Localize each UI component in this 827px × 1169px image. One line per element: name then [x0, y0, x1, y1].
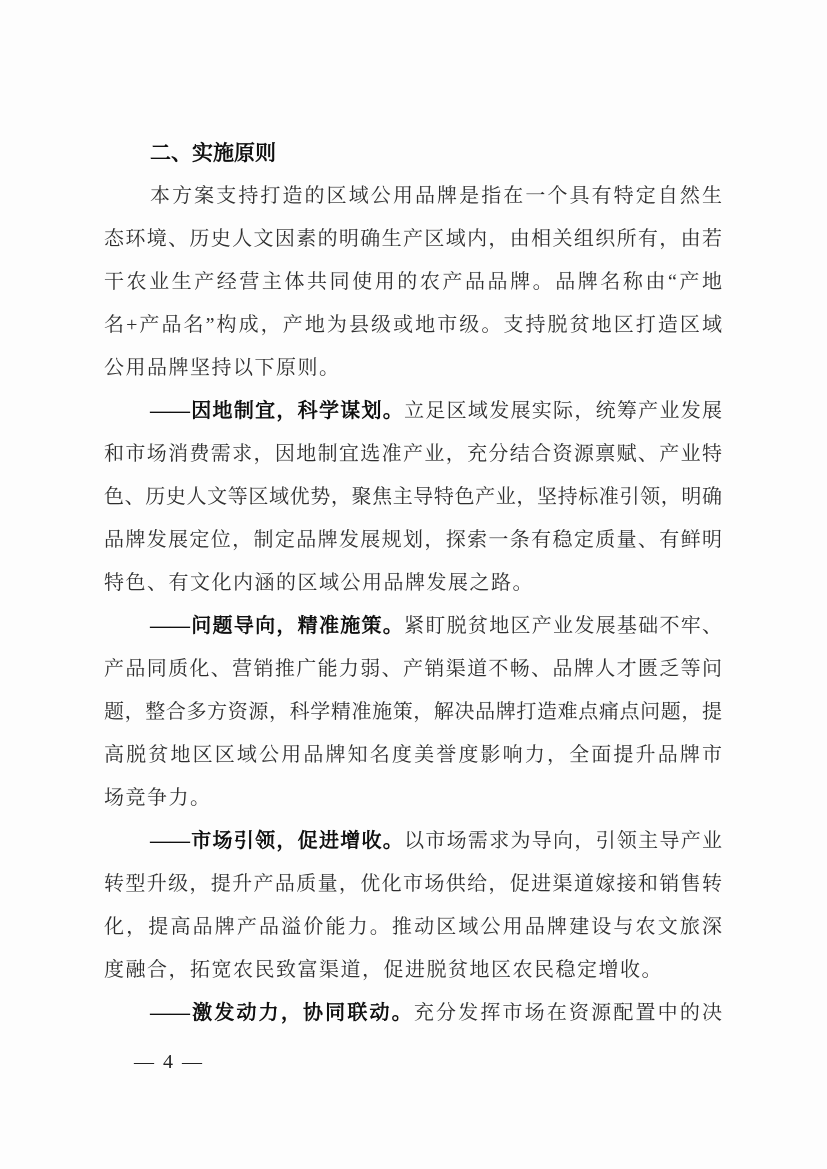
para-lead-bold: ——激发动力，协同联动。	[150, 1002, 414, 1024]
paragraph-line: 色、历史人文等区域优势，聚焦主导特色产业，坚持标准引领，明确	[104, 486, 722, 508]
paragraph-line: 本方案支持打造的区域公用品牌是指在一个具有特定自然生	[150, 185, 722, 207]
paragraph-line: 产品同质化、营销推广能力弱、产销渠道不畅、品牌人才匮乏等问	[104, 658, 722, 680]
para-lead-bold: ——问题导向，精准施策。	[150, 615, 405, 637]
para-lead-rest: 以市场需求为导向，引领主导产业	[404, 830, 722, 852]
paragraph-line: 态环境、历史人文因素的明确生产区域内，由相关组织所有，由若	[104, 228, 722, 250]
para-lead-rest: 紧盯脱贫地区产业发展基础不牢、	[404, 615, 722, 637]
paragraph-line	[104, 820, 722, 863]
para-lead-bold: ——因地制宜，科学谋划。	[150, 400, 405, 422]
text-area	[104, 132, 722, 1035]
para-lead-rest: 立足区域发展实际，统筹产业发展	[404, 400, 722, 422]
paragraph-line: 场竞争力。	[104, 787, 212, 809]
paragraph-line: 品牌发展定位，制定品牌发展规划，探索一条有稳定质量、有鲜明	[104, 529, 722, 551]
para-lead-bold: ——市场引领，促进增收。	[150, 830, 405, 852]
section-heading: 二、实施原则	[150, 142, 276, 165]
page-number: — 4 —	[134, 1051, 204, 1073]
paragraph-line: 题，整合多方资源，科学精准施策，解决品牌打造难点痛点问题，提	[104, 701, 722, 723]
paragraph-line: 度融合，拓宽农民致富渠道，促进脱贫地区农民稳定增收。	[104, 959, 663, 981]
paragraph-line: 和市场消费需求，因地制宜选准产业，充分结合资源禀赋、产业特	[104, 443, 722, 465]
paragraph-line: 转型升级，提升产品质量，优化市场供给，促进渠道嫁接和销售转	[104, 873, 722, 895]
paragraph-line	[104, 390, 722, 433]
paragraph-line: 干农业生产经营主体共同使用的农产品品牌。品牌名称由“产地	[104, 271, 722, 293]
paragraph-line	[104, 992, 722, 1035]
paragraph-line: 特色、有文化内涵的区域公用品牌发展之路。	[104, 572, 534, 594]
para-lead-rest: 充分发挥市场在资源配置中的决	[413, 1002, 722, 1024]
paragraph-line: 公用品牌坚持以下原则。	[104, 357, 341, 379]
paragraph-line	[104, 605, 722, 648]
paragraph-line: 高脱贫地区区域公用品牌知名度美誉度影响力，全面提升品牌市	[104, 744, 722, 766]
paragraph-line: 化，提高品牌产品溢价能力。推动区域公用品牌建设与农文旅深	[104, 916, 722, 938]
paragraph-line: 名+产品名”构成，产地为县级或地市级。支持脱贫地区打造区域	[104, 314, 722, 336]
